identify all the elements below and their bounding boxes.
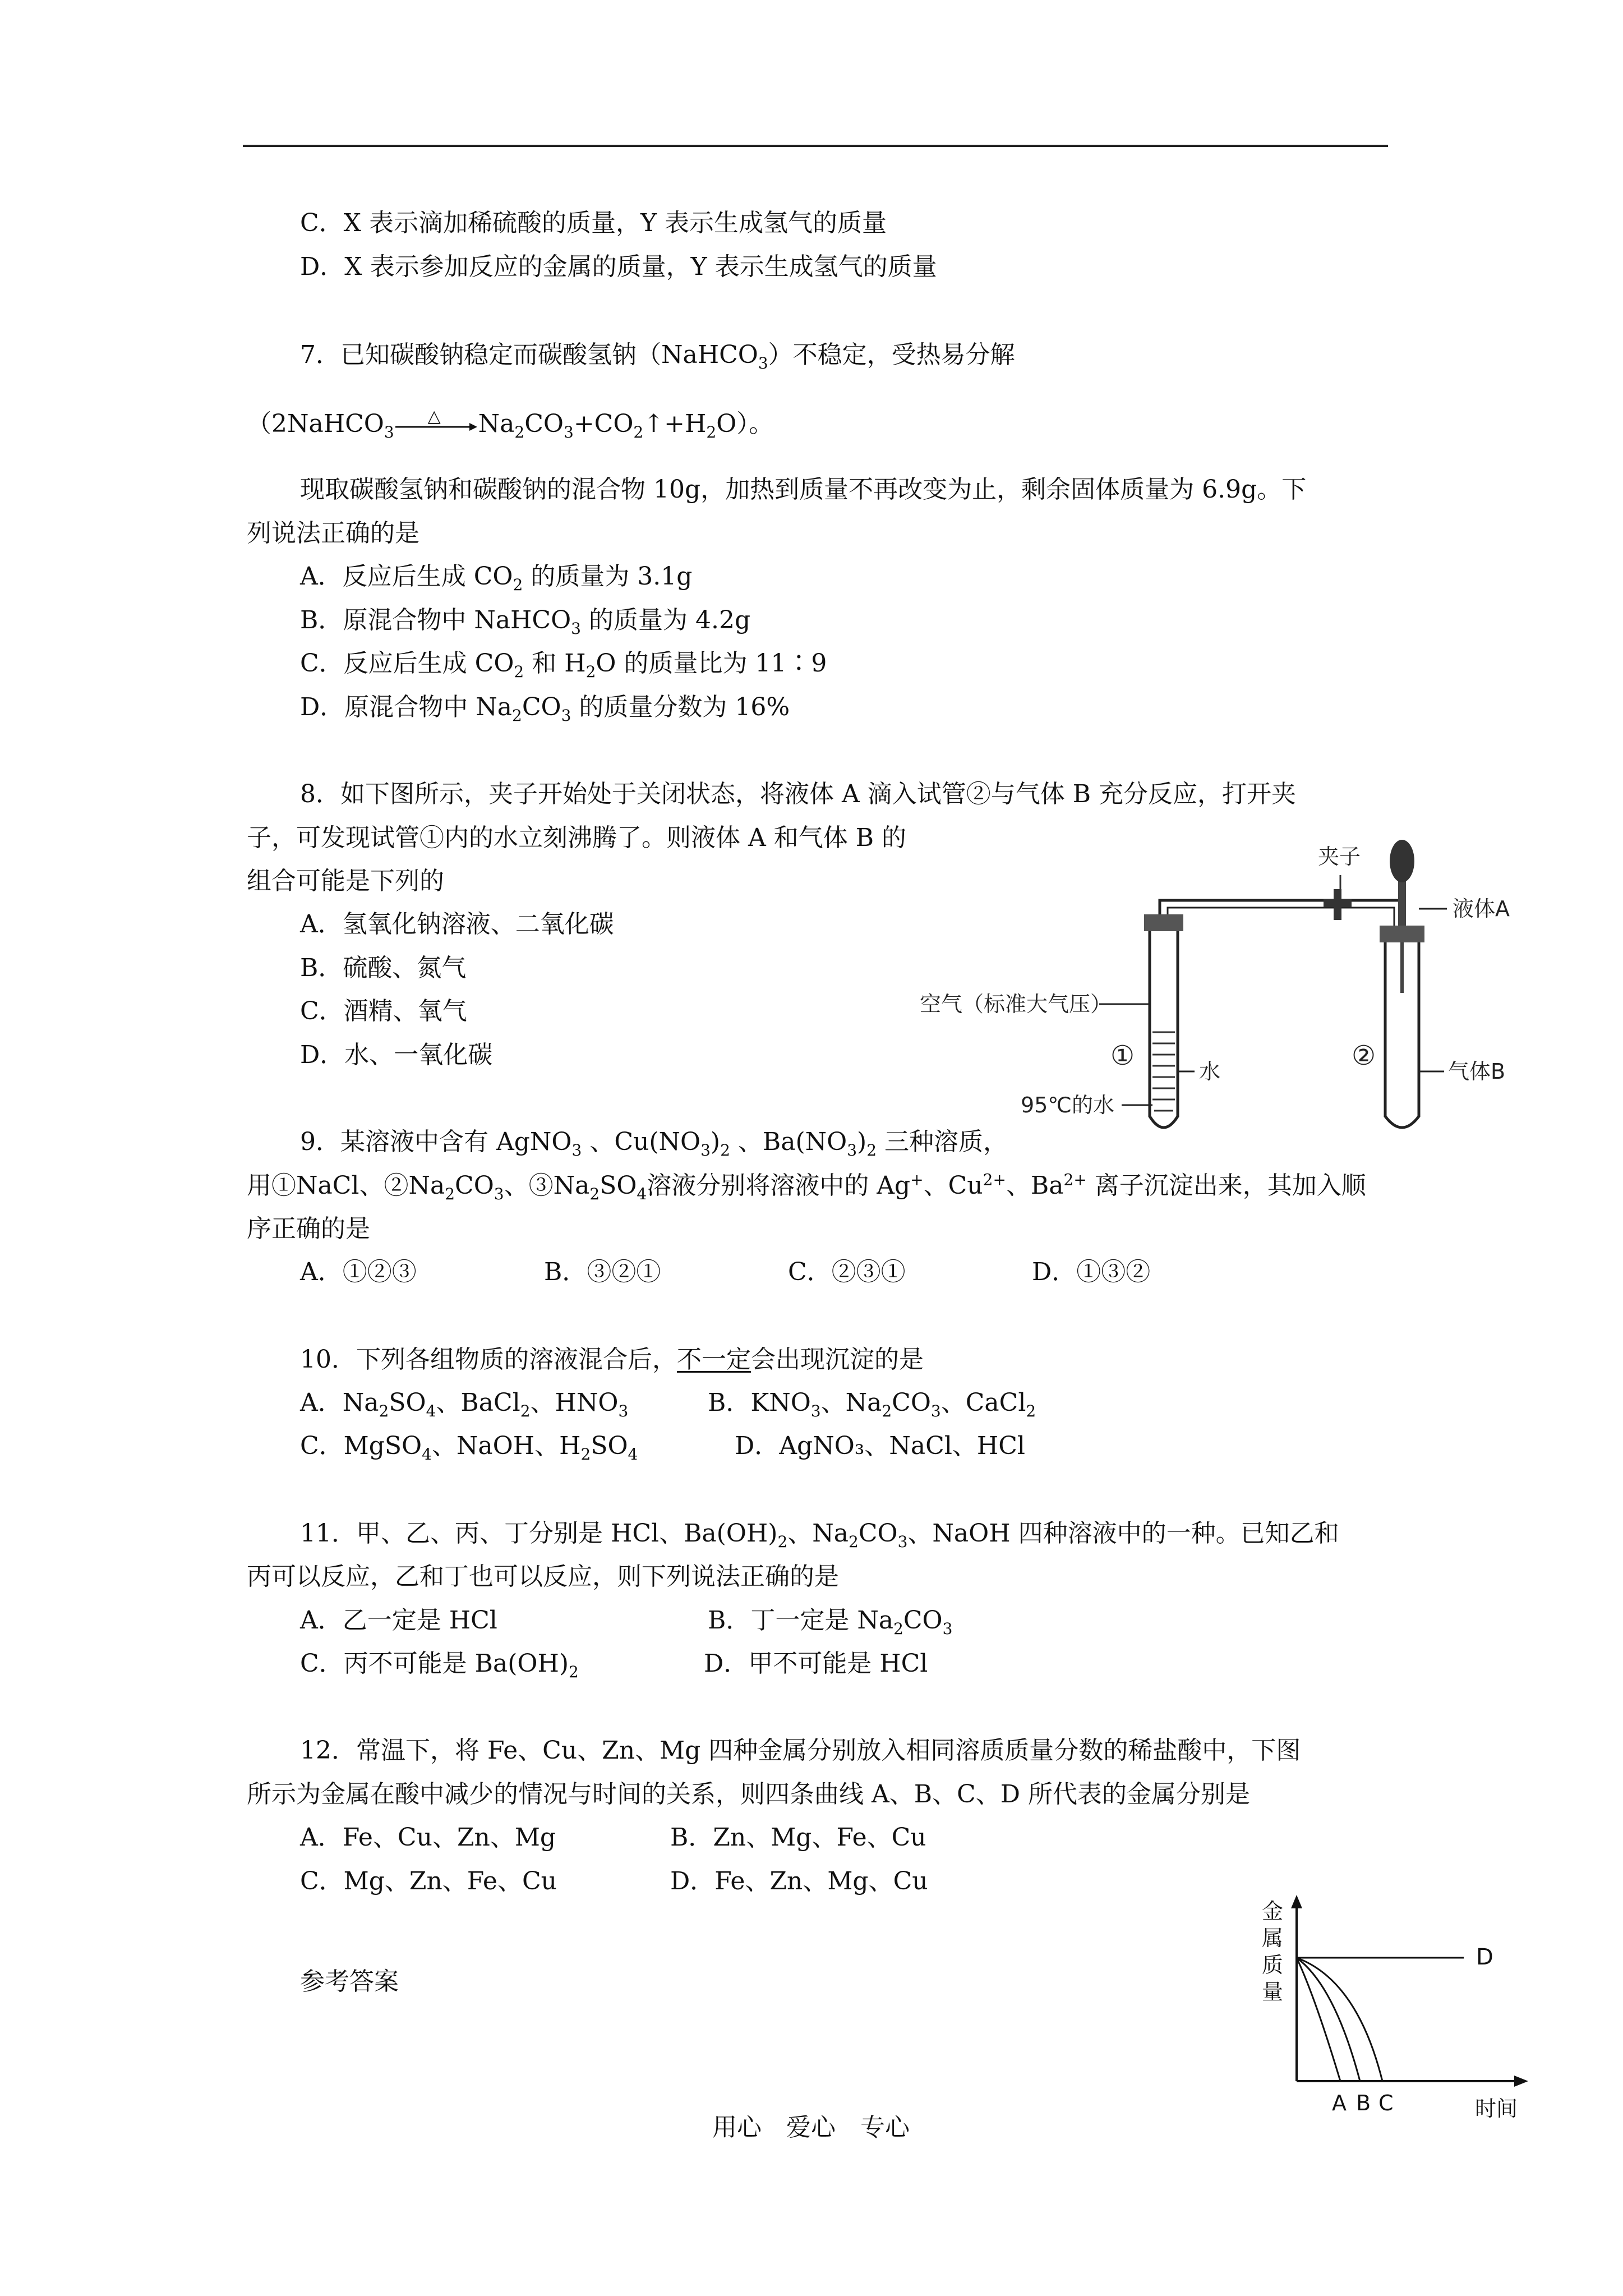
- q12-line2: 所示为金属在酸中减少的情况与时间的关系，则四条曲线 A、B、C、D 所代表的金属分别是: [247, 1780, 1251, 1809]
- q7-option-d: D．原混合物中 $Na_2CO_3$ 的质量分数为 16%: [300, 693, 790, 725]
- curve-a-label: A: [1332, 2091, 1347, 2115]
- q8-option-d: D．水、一氧化碳: [300, 1041, 493, 1069]
- apparatus-figure: [920, 836, 1542, 1150]
- q12-line1: 12．常温下，将 Fe、Cu、Zn、Mg 四种金属分别放入相同溶质质量分数的稀盐酸中，下图: [300, 1736, 1301, 1765]
- tube1-stopper: [1144, 914, 1183, 931]
- y-label-4: 量: [1262, 1980, 1284, 2004]
- q9-line3: 序正确的是: [247, 1214, 370, 1243]
- dropper-bulb: [1390, 840, 1414, 882]
- x-axis-label: 时间: [1475, 2096, 1518, 2121]
- q11-option-b: B．丁一定是 $Na_2CO_3$: [708, 1606, 953, 1638]
- q11-line2: 丙可以反应，乙和丁也可以反应，则下列说法正确的是: [247, 1562, 839, 1591]
- tube1-water: [1152, 1032, 1175, 1111]
- q9-option-c: C．②③①: [788, 1258, 906, 1286]
- air-label: 空气（标准大气压）: [920, 992, 1112, 1016]
- dropper: [1398, 881, 1406, 926]
- q12-option-d: D．Fe、Zn、Mg、Cu: [670, 1867, 928, 1895]
- q10-option-b: B．$KNO_3$、$Na_2CO_3$、CaCl$_2$: [708, 1388, 1036, 1420]
- tube2-stopper: [1380, 926, 1424, 942]
- tube1-label: ①: [1110, 1040, 1135, 1071]
- q10-stem: 10．下列各组物质的溶液混合后，不一定会出现沉淀的是: [300, 1345, 924, 1374]
- curve-c-label: C: [1378, 2091, 1394, 2115]
- q9-option-b: B．③②①: [544, 1258, 661, 1286]
- q8-option-c: C．酒精、氧气: [300, 997, 467, 1025]
- heat-arrow: △: [394, 415, 478, 437]
- answers-title: 参考答案: [300, 1967, 399, 1996]
- clip-label: 夹子: [1318, 844, 1361, 869]
- q8-option-b: B．硫酸、氮气: [300, 954, 467, 982]
- q7-para2: 列说法正确的是: [247, 519, 419, 547]
- hot-water-label: 95℃的水: [1021, 1093, 1115, 1117]
- y-label-1: 金: [1262, 1899, 1284, 1924]
- q8-line1: 8．如下图所示，夹子开始处于关闭状态，将液体 A 滴入试管②与气体 B 充分反应，打开夹: [300, 780, 1297, 808]
- y-label-3: 质: [1262, 1953, 1284, 1977]
- q8-line2: 子，可发现试管①内的水立刻沸腾了。则液体 A 和气体 B 的: [247, 823, 907, 852]
- q12-option-b: B．Zn、Mg、Fe、Cu: [670, 1823, 926, 1852]
- q9-line2: 用①NaCl、$②Na_2CO_3$、$③Na_2SO_4$溶液分别将溶液中的 Ag+、$Cu^{2+}$、$Ba^{2+}$ 离子沉淀出来，其加入顺: [247, 1170, 1366, 1203]
- q9-option-d: D．①③②: [1032, 1258, 1151, 1286]
- q11-option-c: C．丙不可能是 $Ba(OH)_2$: [300, 1649, 579, 1681]
- curve-b-label: B: [1356, 2091, 1371, 2115]
- tube2-label: ②: [1352, 1040, 1376, 1071]
- tube1: [1150, 931, 1178, 1128]
- q12-option-a: A．Fe、Cu、Zn、Mg: [300, 1823, 556, 1852]
- q9-option-a: A．①②③: [300, 1258, 417, 1286]
- emphasis-underline: 不一定: [677, 1345, 751, 1374]
- metal-mass-graph: [1251, 1890, 1542, 2126]
- gas-b-label: 气体B: [1448, 1059, 1506, 1084]
- y-label-2: 属: [1262, 1926, 1284, 1950]
- q8-line3: 组合可能是下列的: [247, 867, 444, 895]
- q12-option-c: C．Mg、Zn、Fe、Cu: [300, 1867, 557, 1895]
- q7-option-b: B．原混合物中 NaHCO$_3$ 的质量为 4.2g: [300, 606, 751, 638]
- q9-line1: 9．某溶液中含有 AgNO$_3$ 、$Cu(NO_3)_2$ 、$Ba(NO_3)_2$ 三种溶质，: [300, 1128, 1008, 1159]
- q10-option-c: C．MgSO$_4$、NaOH、$H_2SO_4$: [300, 1432, 638, 1464]
- header-rule: [243, 145, 1388, 147]
- q11-line1: 11．甲、乙、丙、丁分别是 HCl、$Ba(OH)_2$、$Na_2CO_3$、NaOH 四种溶液中的一种。已知乙和: [300, 1519, 1339, 1551]
- liquid-a-label: 液体A: [1453, 896, 1510, 921]
- water-label: 水: [1199, 1059, 1221, 1084]
- curve-a: [1297, 1958, 1340, 2081]
- q7-equation: （2NaHCO$_3$ △ $Na_2CO_3+CO_2↑+H_2O$）。: [247, 406, 774, 441]
- q6-option-d: D．X 表示参加反应的金属的质量，Y 表示生成氢气的质量: [300, 252, 937, 281]
- q7-stem: 7．已知碳酸钠稳定而碳酸氢钠（NaHCO$_3$）不稳定，受热易分解: [300, 341, 1015, 372]
- q11-option-a: A．乙一定是 HCl: [300, 1606, 497, 1635]
- q7-para1: 现取碳酸氢钠和碳酸钠的混合物 10g，加热到质量不再改变为止，剩余固体质量为 6.9g。下: [300, 475, 1307, 504]
- q10-option-a: A．$Na_2SO_4$、BaCl$_2$、$HNO_3$: [300, 1388, 629, 1420]
- q11-option-d: D．甲不可能是 HCl: [704, 1649, 928, 1678]
- q7-option-a: A．反应后生成 $CO_2$ 的质量为 3.1g: [300, 562, 693, 594]
- page-footer: 用心 爱心 专心: [712, 2113, 910, 2142]
- q6-option-c: C．X 表示滴加稀硫酸的质量，Y 表示生成氢气的质量: [300, 209, 887, 237]
- q7-option-c: C．反应后生成 $CO_2$ 和 $H_2O$ 的质量比为 11∶9: [300, 649, 827, 681]
- connecting-tube: [1160, 900, 1402, 926]
- q8-option-a: A．氢氧化钠溶液、二氧化碳: [300, 910, 614, 938]
- q10-option-d: D．AgNO₃、NaCl、HCl: [735, 1432, 1026, 1460]
- curve-d-label: D: [1476, 1944, 1493, 1970]
